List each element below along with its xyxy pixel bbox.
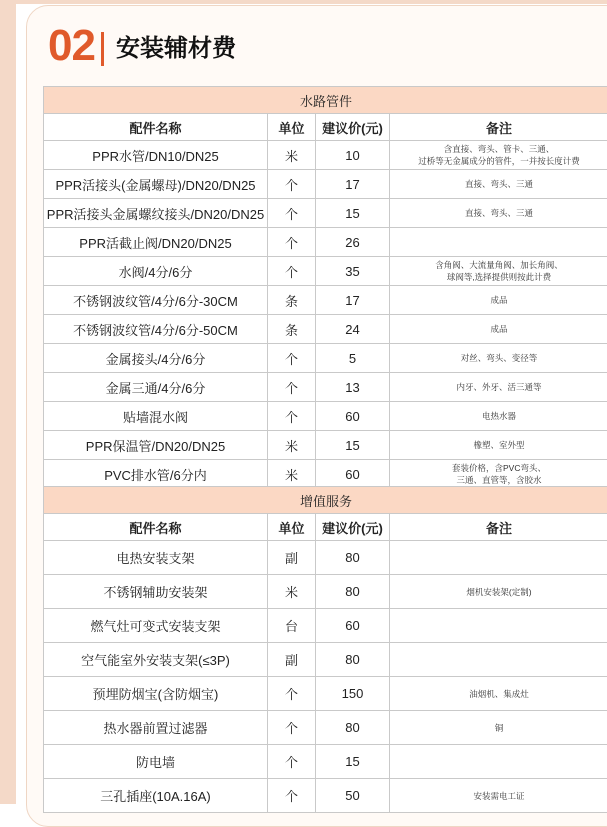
item-name: 燃气灶可变式安装支架 bbox=[44, 609, 268, 643]
item-name: 三孔插座(10A.16A) bbox=[44, 779, 268, 813]
item-unit: 米 bbox=[268, 431, 316, 460]
table-row bbox=[44, 745, 607, 779]
item-price: 60 bbox=[316, 402, 390, 431]
table-row bbox=[44, 460, 607, 489]
item-note bbox=[390, 228, 607, 257]
item-price: 35 bbox=[316, 257, 390, 286]
table-row bbox=[44, 228, 607, 257]
item-unit: 个 bbox=[268, 199, 316, 228]
item-unit: 条 bbox=[268, 315, 316, 344]
item-unit: 条 bbox=[268, 286, 316, 315]
item-price: 17 bbox=[316, 286, 390, 315]
item-price: 15 bbox=[316, 199, 390, 228]
item-unit: 个 bbox=[268, 344, 316, 373]
table-row bbox=[44, 609, 607, 643]
item-unit: 个 bbox=[268, 228, 316, 257]
column-header-price: 建议价(元) bbox=[316, 114, 390, 141]
column-header-note: 备注 bbox=[390, 114, 607, 141]
table-row bbox=[44, 402, 607, 431]
item-unit: 台 bbox=[268, 609, 316, 643]
item-price: 150 bbox=[316, 677, 390, 711]
item-name: 不锈钢波纹管/4分/6分-30CM bbox=[44, 286, 268, 315]
column-header-name: 配件名称 bbox=[44, 114, 268, 141]
item-note bbox=[390, 745, 607, 779]
table-row bbox=[44, 170, 607, 199]
item-note: 含直接、弯头、管卡、三通、 过桥等无金属成分的管件，一并按长度计费 bbox=[390, 141, 607, 170]
item-name: 防电墙 bbox=[44, 745, 268, 779]
table-row bbox=[44, 315, 607, 344]
item-note bbox=[390, 609, 607, 643]
section-header bbox=[48, 18, 236, 74]
item-price: 80 bbox=[316, 711, 390, 745]
item-price: 17 bbox=[316, 170, 390, 199]
item-unit: 米 bbox=[268, 575, 316, 609]
item-unit: 副 bbox=[268, 643, 316, 677]
item-price: 26 bbox=[316, 228, 390, 257]
item-price: 24 bbox=[316, 315, 390, 344]
top-border-strip bbox=[0, 0, 607, 4]
item-unit: 个 bbox=[268, 779, 316, 813]
item-name: 金属三通/4分/6分 bbox=[44, 373, 268, 402]
table-row bbox=[44, 779, 607, 813]
table-row bbox=[44, 373, 607, 402]
item-name: PPR保温管/DN20/DN25 bbox=[44, 431, 268, 460]
item-note: 烟机安装架(定制) bbox=[390, 575, 607, 609]
column-header-unit: 单位 bbox=[268, 514, 316, 541]
item-price: 80 bbox=[316, 643, 390, 677]
item-note: 橡塑、室外型 bbox=[390, 431, 607, 460]
item-note: 对丝、弯头、变径等 bbox=[390, 344, 607, 373]
item-unit: 个 bbox=[268, 745, 316, 779]
item-name: 预埋防烟宝(含防烟宝) bbox=[44, 677, 268, 711]
item-note bbox=[390, 541, 607, 575]
section-title-row bbox=[44, 487, 607, 514]
item-note: 油烟机、集成灶 bbox=[390, 677, 607, 711]
item-note: 电热水器 bbox=[390, 402, 607, 431]
item-note: 套装价格，含PVC弯头、 三通、直管等，含胶水 bbox=[390, 460, 607, 489]
table-row bbox=[44, 141, 607, 170]
item-name: PPR活接头(金属螺母)/DN20/DN25 bbox=[44, 170, 268, 199]
item-note: 铜 bbox=[390, 711, 607, 745]
table-row bbox=[44, 257, 607, 286]
item-unit: 个 bbox=[268, 711, 316, 745]
title-divider bbox=[101, 32, 104, 66]
item-name: 电热安装支架 bbox=[44, 541, 268, 575]
table-value-added-services bbox=[43, 486, 607, 813]
section-title: 水路管件 bbox=[44, 87, 607, 114]
item-price: 50 bbox=[316, 779, 390, 813]
table-row bbox=[44, 344, 607, 373]
column-header-unit: 单位 bbox=[268, 114, 316, 141]
item-note: 直接、弯头、三通 bbox=[390, 170, 607, 199]
left-border-strip bbox=[0, 0, 16, 804]
page-title: 安装辅材费 bbox=[116, 37, 236, 61]
item-price: 10 bbox=[316, 141, 390, 170]
item-note: 成品 bbox=[390, 315, 607, 344]
column-header-row bbox=[44, 514, 607, 541]
item-note: 内牙、外牙、活三通等 bbox=[390, 373, 607, 402]
item-unit: 米 bbox=[268, 141, 316, 170]
table-water-fittings bbox=[43, 86, 607, 489]
item-price: 60 bbox=[316, 609, 390, 643]
item-name: 空气能室外安装支架(≤3P) bbox=[44, 643, 268, 677]
item-name: PPR活截止阀/DN20/DN25 bbox=[44, 228, 268, 257]
item-unit: 副 bbox=[268, 541, 316, 575]
item-price: 5 bbox=[316, 344, 390, 373]
table-row bbox=[44, 643, 607, 677]
item-unit: 个 bbox=[268, 677, 316, 711]
item-name: 不锈钢辅助安装架 bbox=[44, 575, 268, 609]
section-title: 增值服务 bbox=[44, 487, 607, 514]
table-row bbox=[44, 575, 607, 609]
table-row bbox=[44, 199, 607, 228]
table-row bbox=[44, 541, 607, 575]
item-name: 不锈钢波纹管/4分/6分-50CM bbox=[44, 315, 268, 344]
table-row bbox=[44, 677, 607, 711]
section-title-row bbox=[44, 87, 607, 114]
item-unit: 个 bbox=[268, 402, 316, 431]
column-header-name: 配件名称 bbox=[44, 514, 268, 541]
item-unit: 个 bbox=[268, 257, 316, 286]
item-note: 成品 bbox=[390, 286, 607, 315]
table-row bbox=[44, 431, 607, 460]
item-note bbox=[390, 643, 607, 677]
table-row bbox=[44, 711, 607, 745]
item-note: 直接、弯头、三通 bbox=[390, 199, 607, 228]
item-price: 80 bbox=[316, 541, 390, 575]
table-row bbox=[44, 286, 607, 315]
item-price: 13 bbox=[316, 373, 390, 402]
item-name: 金属接头/4分/6分 bbox=[44, 344, 268, 373]
section-number: 02 bbox=[48, 24, 95, 68]
column-header-note: 备注 bbox=[390, 514, 607, 541]
item-price: 80 bbox=[316, 575, 390, 609]
item-price: 15 bbox=[316, 431, 390, 460]
item-note: 含角阀、大流量角阀、加长角阀、 球阀等,选择提供则按此计费 bbox=[390, 257, 607, 286]
item-name: 热水器前置过滤器 bbox=[44, 711, 268, 745]
item-price: 15 bbox=[316, 745, 390, 779]
item-unit: 米 bbox=[268, 460, 316, 489]
item-name: PPR活接头金属螺纹接头/DN20/DN25 bbox=[44, 199, 268, 228]
item-unit: 个 bbox=[268, 170, 316, 199]
column-header-price: 建议价(元) bbox=[316, 514, 390, 541]
item-name: 贴墙混水阀 bbox=[44, 402, 268, 431]
item-name: PVC排水管/6分内 bbox=[44, 460, 268, 489]
column-header-row bbox=[44, 114, 607, 141]
item-price: 60 bbox=[316, 460, 390, 489]
item-name: PPR水管/DN10/DN25 bbox=[44, 141, 268, 170]
item-note: 安装需电工证 bbox=[390, 779, 607, 813]
item-unit: 个 bbox=[268, 373, 316, 402]
item-name: 水阀/4分/6分 bbox=[44, 257, 268, 286]
